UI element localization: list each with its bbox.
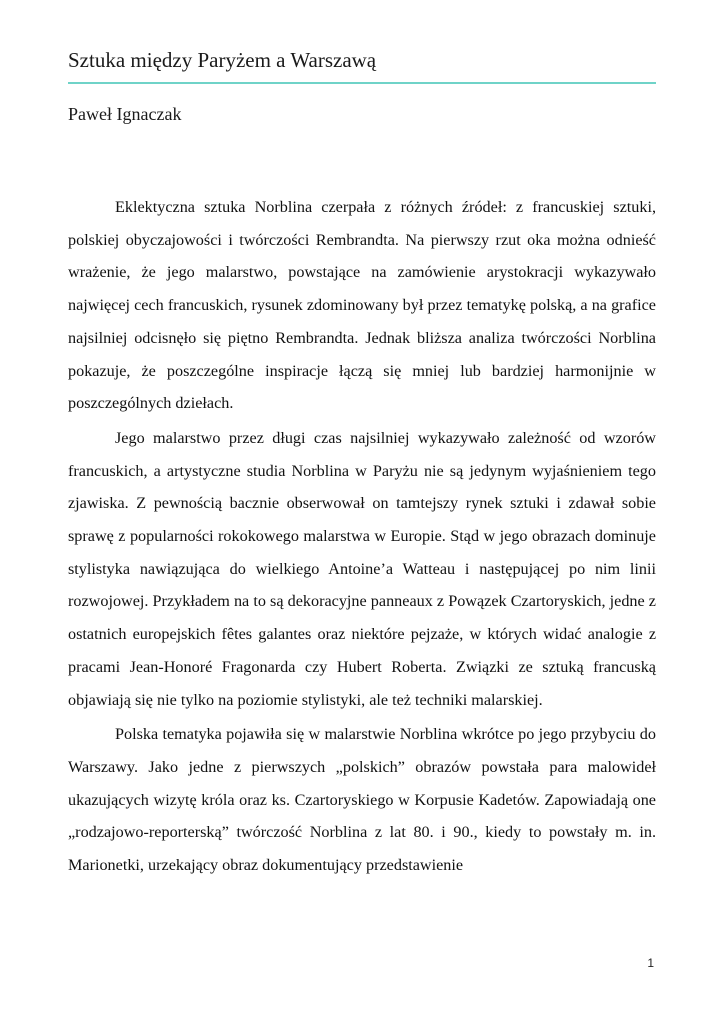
author-name: Paweł Ignaczak <box>68 104 182 124</box>
title-underline <box>68 82 656 84</box>
document-title: Sztuka między Paryżem a Warszawą <box>68 48 377 72</box>
paragraph-2: Jego malarstwo przez długi czas najsilniej wykazywało zależność od wzorów francuskich, a artystyczne studia Norblina w Paryżu nie są jedynym wyjaśnieniem tego zjawiska. Z pewnością bacznie obserwował on tamtejszy rynek sztuki i zdawał sobie sprawę z popularności rokokowego malarstwa w Europie. Stąd w jego obrazach dominuje stylistyka nawiązująca do wielkiego Antoine’a Watteau i następującej po nim linii rozwojowej. Przykładem na to są dekoracyjne panneaux z Powązek Czartoryskich, jedne z ostatnich europejskich fêtes galantes oraz niektóre pejzaże, w których widać analogie z pracami Jean-Honoré Fragonarda czy Hubert Roberta. Związki ze sztuką francuską objawiają się nie tylko na poziomie stylistyki, ale też techniki malarskiej. <box>68 428 656 709</box>
paragraph-1: Eklektyczna sztuka Norblina czerpała z różnych źródeł: z francuskiej sztuki, polskiej obyczajowości i twórczości Rembrandta. Na pierwszy rzut oka można odnieść wrażenie, że jego malarstwo, powstające na zamówienie arystokracji wykazywało najwięcej cech francuskich, rysunek zdominowany był przez tematykę polską, a na grafice najsilniej odcisnęło się piętno Rembrandta. Jednak bliższa analiza twórczości Norblina pokazuje, że poszczególne inspiracje łączą się mniej lub bardziej harmonijnie w poszczególnych dziełach. <box>68 198 656 413</box>
page-number: 1 <box>647 956 654 970</box>
paragraph-3: Polska tematyka pojawiła się w malarstwie Norblina wkrótce po jego przybyciu do Warszawy. Jako jedne z pierwszych „polskich” obrazów powstała para malowideł ukazujących wizytę króla oraz ks. Czartoryskiego w Korpusie Kadetów. Zapowiadają one „rodzajowo-reporterską” twórczość Norblina z lat 80. i 90., kiedy to powstały m. in. Marionetki, urzekający obraz dokumentujący przedstawienie <box>68 725 656 875</box>
body-text <box>68 191 656 884</box>
